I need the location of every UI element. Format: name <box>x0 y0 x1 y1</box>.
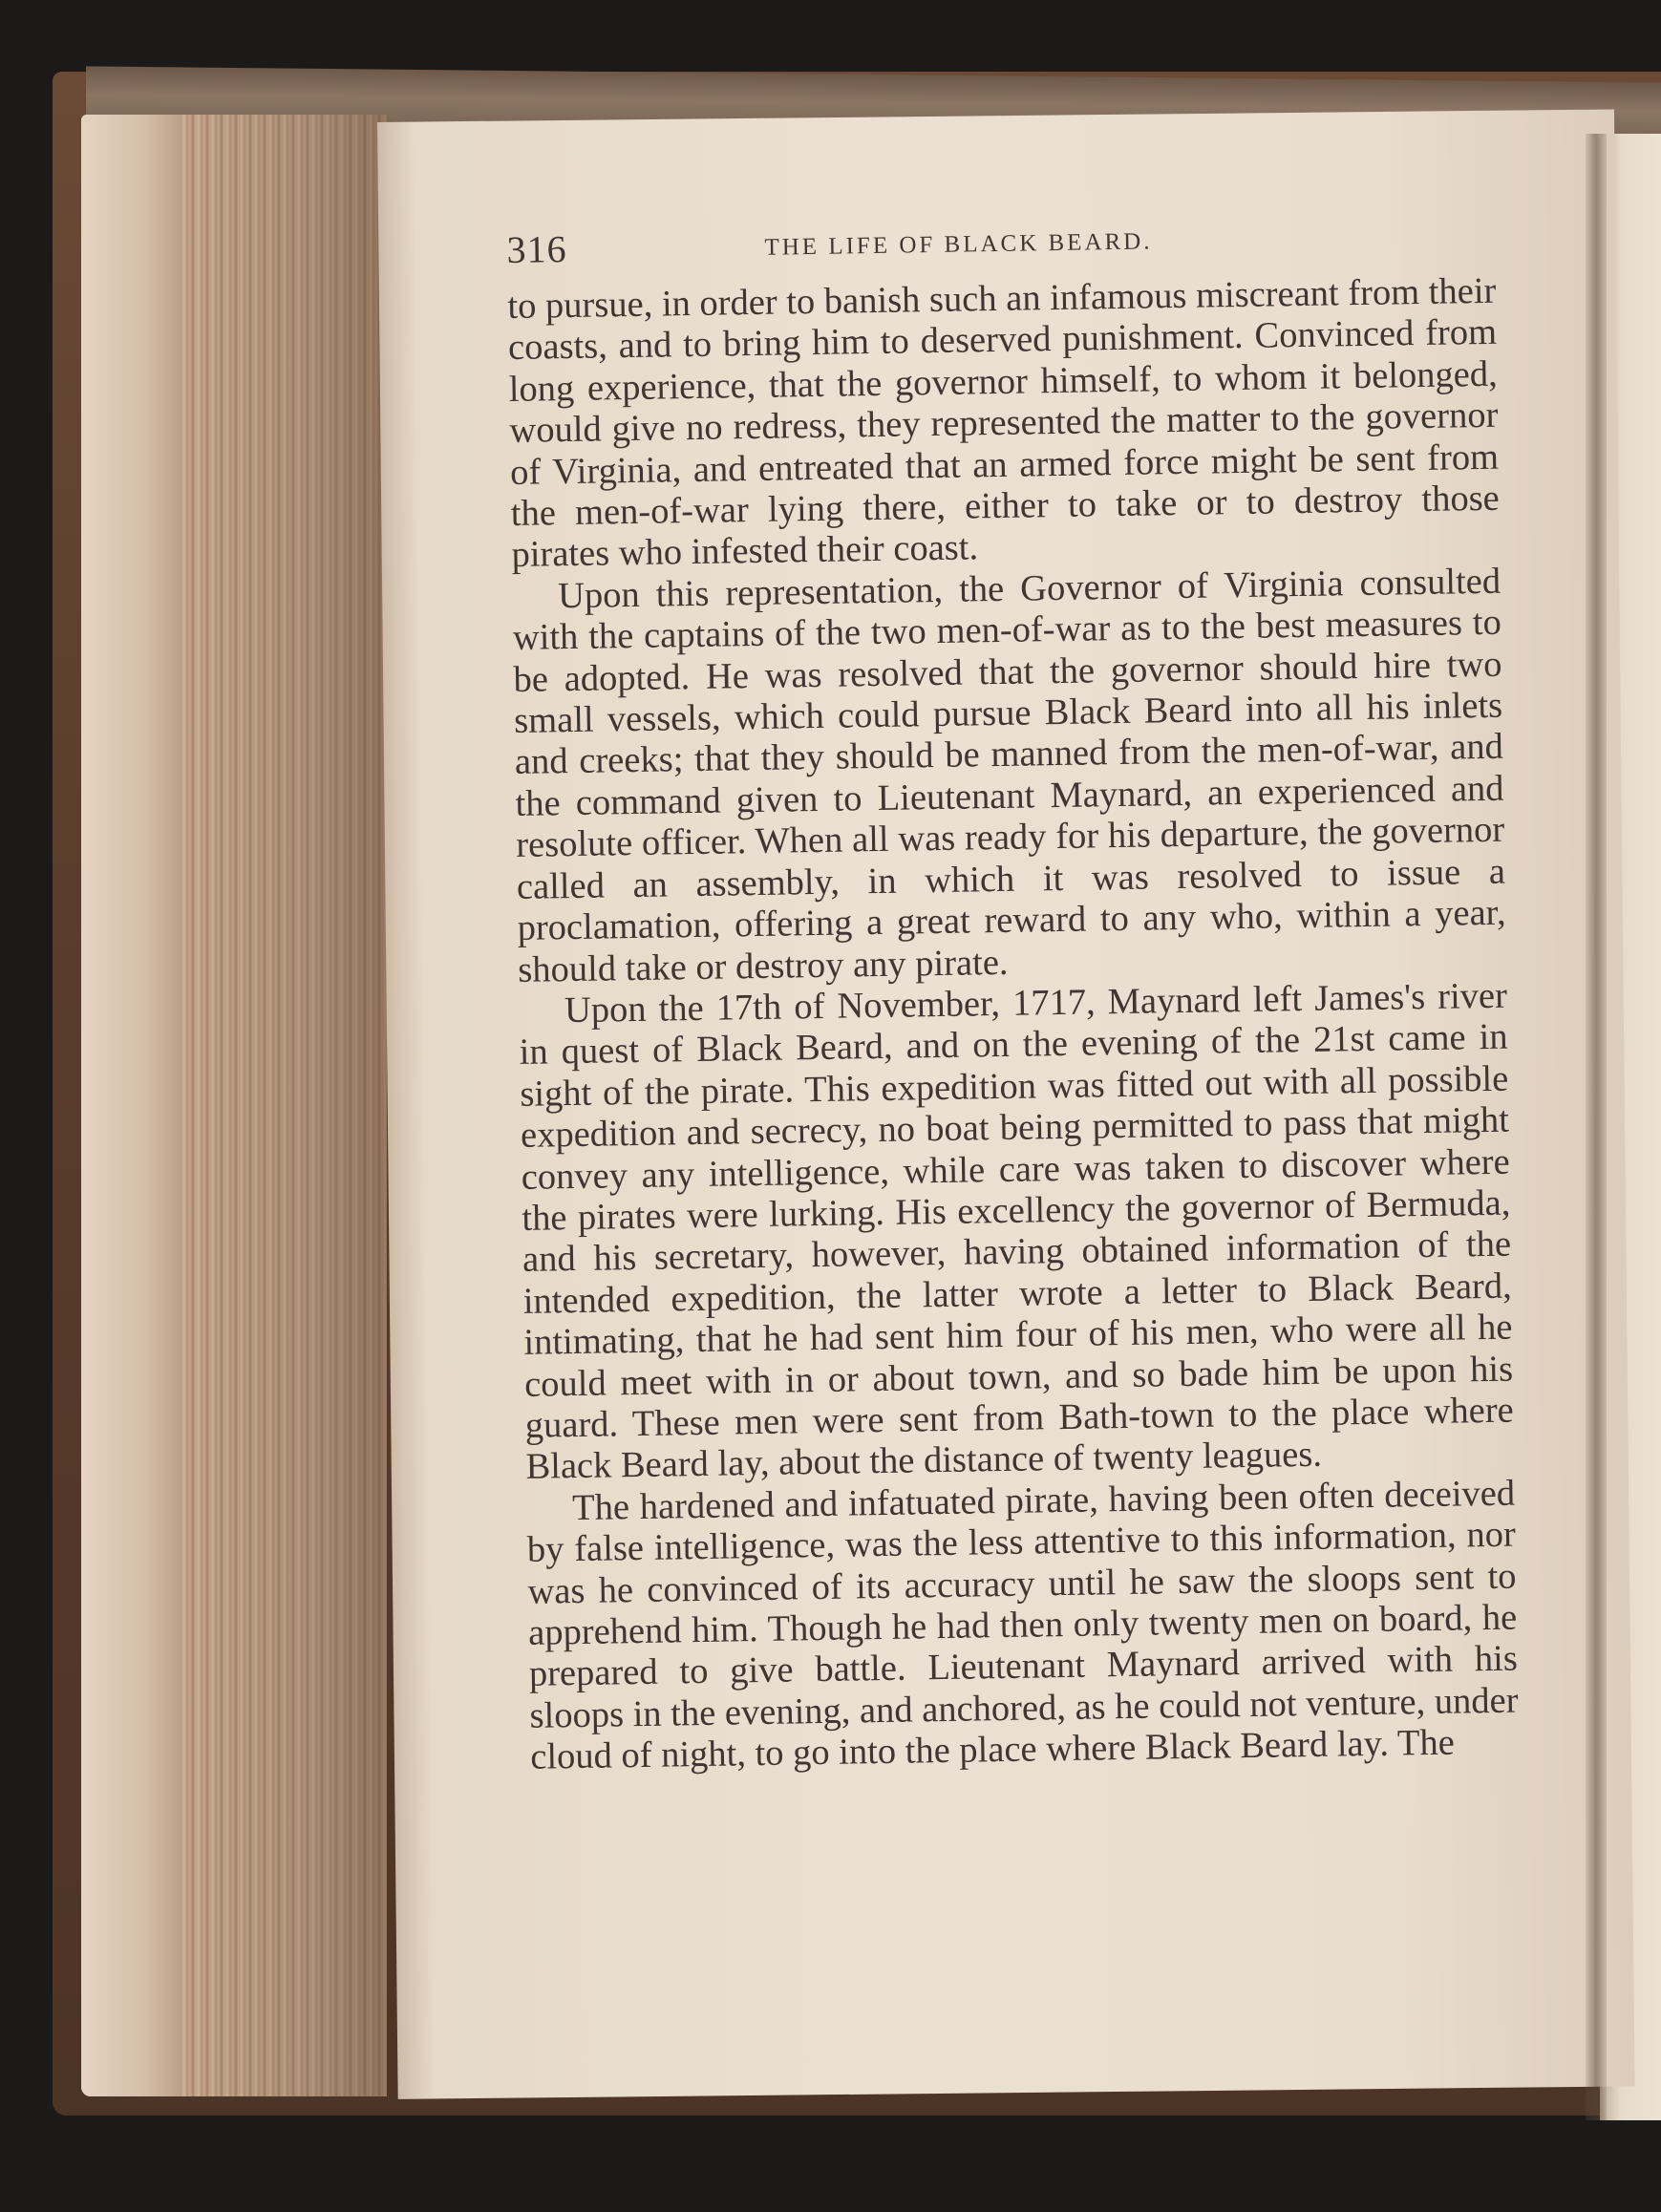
book-gutter <box>1586 134 1607 2120</box>
paragraph: Upon the 17th of November, 1717, Maynard left James's river in quest of Black Beard, and on the evening of the 21st came in sight of the pirate. This expedition was fitted out with all possible expedition and secrecy, no boat being permitted to pass that might convey any intelligence, while care was taken to discover where the pirates were lurking. His excellency the governor of Bermuda, and his secretary, however, having obtained information of the intended expedition, the latter wrote a letter to Black Beard, intimating, that he had sent him four of his men, who were all he could meet with in or about town, and so bade him be upon his guard. These men were sent from Bath-town to the place where Black Beard lay, about the distance of twenty leagues. <box>519 975 1515 1488</box>
page-number: 316 <box>506 227 567 271</box>
paragraph: to pursue, in order to banish such an infamous miscreant from their coasts, and to bring him to deserved punishment. Convinced from long experience, that the governor himself, to whom it belonged, would give no redress, they represented the matter to the governor of Virginia, and entreated that an armed force might be sent from the men-of-war lying there, either to take or to destroy those pirates who infested their coast. <box>507 270 1501 576</box>
paragraph: Upon this representation, the Governor of Virginia consulted with the captains of the two men-of-war as to the best measures to be adopted. He was resolved that the governor should hire two small vessels, which could pursue Black Beard into all his inlets and creeks; that they should be manned from the men-of-war, and the command given to Lieutenant Maynard, an experienced and resolute officer. When all was ready for his departure, the governor called an assembly, in which it was resolved to issue a proclamation, offering a great reward to any who, within a year, should take or destroy any pirate. <box>512 561 1506 990</box>
paragraph: The hardened and infatuated pirate, having been often deceived by false intelligence, was the less attentive to this information, nor was he convinced of its accuracy until he saw the sloops sent to apprehend him. Though he had then only twenty men on board, he prepared to give battle. Lieutenant Maynard arrived with his sloops in the evening, and anchored, as he could not venture, under cloud of night, to go into the place where Black Beard lay. The <box>526 1473 1519 1778</box>
page-edges-face <box>81 115 181 2096</box>
running-head: THE LIFE OF BLACK BEARD. <box>764 228 1153 261</box>
page-text <box>506 204 1520 1779</box>
